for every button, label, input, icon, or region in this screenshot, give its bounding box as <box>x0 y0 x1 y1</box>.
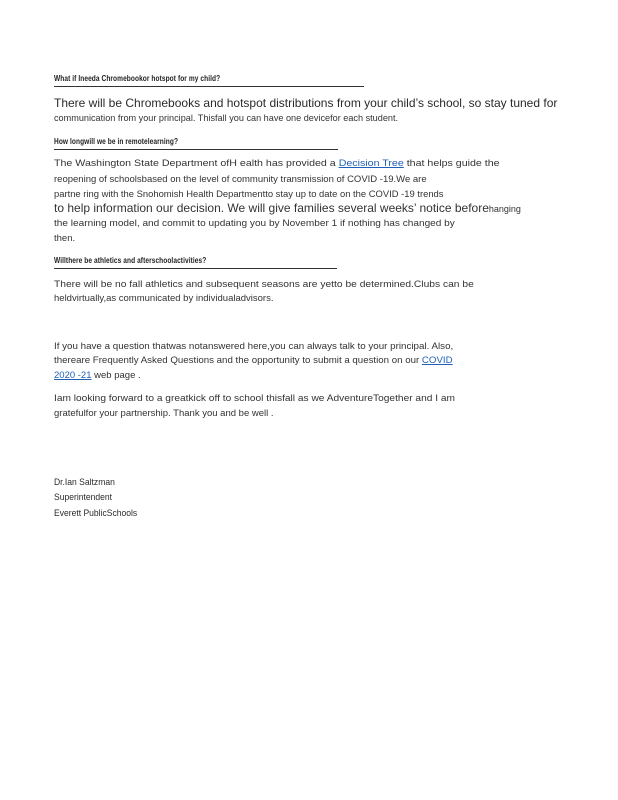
answer2-line1-text-b: that helps guide the <box>406 158 500 169</box>
answer2-line2: reopening of schoolsbased on the level of community transmission of COVID -19.We are <box>54 174 427 185</box>
answer2-line3: partne ring with the Snohomish Health Departmentto stay up to date on the COVID -19 trends <box>54 189 444 200</box>
answer2-line1 <box>54 158 500 169</box>
answer2-line1-text-a: The Washington State Department ofH ealth has provided a <box>54 158 336 169</box>
covid-page-link[interactable]: COVID <box>421 355 453 366</box>
question-rule <box>54 268 337 269</box>
closing-line1: If you have a question thatwas notanswered here,you can always talk to your principal. Also, <box>54 341 454 352</box>
answer3-line1: There will be no fall athletics and subsequent seasons are yetto be determined.Clubs can be <box>54 279 474 290</box>
question-chromebook: What if Ineeda Chromebookor hotspot for my child? <box>54 74 221 83</box>
closing-line3 <box>54 370 141 381</box>
answer3-line2: heldvirtually,as communicated by individualadvisors. <box>54 293 274 304</box>
answer1-line1: There will be Chromebooks and hotspot distributions from your child’s school, so stay tuned for <box>54 96 558 110</box>
decision-tree-link[interactable]: Decision Tree <box>338 158 404 169</box>
covid-page-link-year[interactable]: 2020 -21 <box>54 370 92 381</box>
signature-name: Dr.Ian Saltzman <box>54 477 115 488</box>
answer1-line2: communication from your principal. Thisfall you can have one devicefor each student. <box>54 113 399 124</box>
question-remote-learning: How longwill we be in remotelearning? <box>54 137 179 146</box>
question-athletics: Willthere be athletics and afterschoolactivities? <box>54 256 207 265</box>
signature-title: Superintendent <box>54 492 113 503</box>
question-rule <box>54 149 338 150</box>
answer2-line4-tail: hanging <box>488 204 521 214</box>
closing-line2 <box>54 355 453 366</box>
closing-line4: Iam looking forward to a greatkick off to school thisfall as we AdventureTogether and I am <box>54 393 455 404</box>
answer2-line4-main: to help information our decision. We will give families several weeks’ notice before <box>54 201 489 215</box>
answer2-line6: then. <box>54 233 76 244</box>
closing-line2-text: thereare Frequently Asked Questions and the opportunity to submit a question on our <box>54 355 420 366</box>
answer2-line4 <box>54 201 521 215</box>
closing-line3-text: web page . <box>94 370 141 381</box>
answer2-line5: the learning model, and commit to updating you by November 1 if nothing has changed by <box>54 218 455 229</box>
closing-line5: gratefulfor your partnership. Thank you and be well . <box>54 408 274 419</box>
signature-org: Everett PublicSchools <box>54 508 138 519</box>
question-rule <box>54 86 364 87</box>
